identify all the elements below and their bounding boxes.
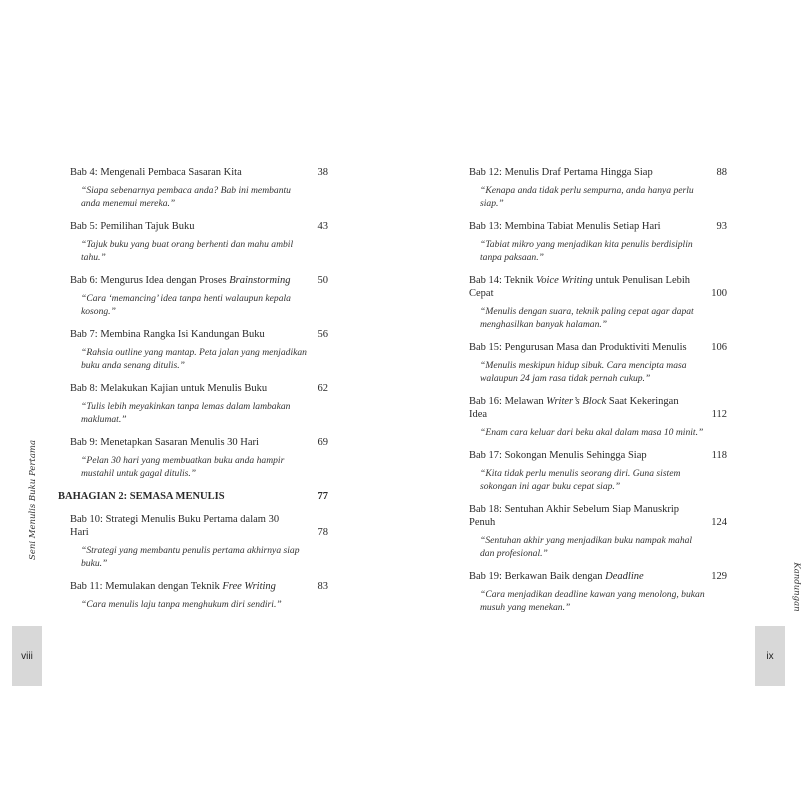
toc-entry xyxy=(469,395,727,439)
entry-title-text-post: untuk Penulisan Lebih Cepat xyxy=(469,275,691,299)
toc-entry xyxy=(58,580,328,611)
entry-quote: “Tulis lebih meyakinkan tanpa lemas dalam lambakan maklumat.” xyxy=(81,401,291,425)
entry-title: Bab 7: Membina Rangka Isi Kandungan Buku xyxy=(70,329,265,340)
toc-entry xyxy=(58,220,328,264)
toc-entry xyxy=(469,220,727,264)
entry-page-number: 100 xyxy=(711,288,727,299)
toc-left-entries xyxy=(58,166,328,480)
entry-page-number: 124 xyxy=(711,517,727,528)
entry-page-number: 78 xyxy=(317,527,328,538)
toc-entry xyxy=(469,449,727,493)
toc-entry xyxy=(469,341,727,385)
entry-title: Bab 8: Melakukan Kajian untuk Menulis Buku xyxy=(70,383,268,394)
toc-left xyxy=(58,166,328,621)
entry-title: Bab 13: Membina Tabiat Menulis Setiap Hari xyxy=(469,221,661,232)
toc-entry xyxy=(469,503,727,560)
entry-title xyxy=(70,580,304,593)
entry-page-number: 129 xyxy=(711,571,727,582)
entry-quote: “Pelan 30 hari yang membuatkan buku anda hampir mustahil untuk gagal ditulis.” xyxy=(81,455,285,479)
entry-title xyxy=(469,570,703,583)
running-head-book-title: Seni Menulis Buku Pertama xyxy=(28,439,38,560)
entry-page-number: 43 xyxy=(317,221,328,232)
entry-page-number: 106 xyxy=(711,342,727,353)
entry-quote: “Rahsia outline yang mantap. Peta jalan yang menjadikan buku anda senang ditulis.” xyxy=(81,347,307,371)
entry-title-italic: Writer’s Block xyxy=(546,396,607,407)
entry-title: Bab 17: Sokongan Menulis Sehingga Siap xyxy=(469,450,647,461)
entry-title: Bab 9: Menetapkan Sasaran Menulis 30 Hari xyxy=(70,437,259,448)
entry-title xyxy=(469,395,703,421)
entry-page-number: 38 xyxy=(317,167,328,178)
section-page-number: 77 xyxy=(317,491,328,502)
page-number-tab: viii xyxy=(12,626,42,686)
entry-quote: “Menulis dengan suara, teknik paling cepat agar dapat menghasilkan banyak halaman.” xyxy=(480,306,694,330)
entry-quote: “Kita tidak perlu menulis seorang diri. Guna sistem sokongan ini agar buku cepat siap.” xyxy=(480,468,681,492)
entry-page-number: 56 xyxy=(317,329,328,340)
toc-entry xyxy=(58,166,328,210)
entry-quote: “Tajuk buku yang buat orang berhenti dan mahu ambil tahu.” xyxy=(81,239,294,263)
entry-title-italic: Voice Writing xyxy=(536,275,593,286)
left-page xyxy=(0,0,400,800)
entry-title: Bab 15: Pengurusan Masa dan Produktiviti Menulis xyxy=(469,342,687,353)
entry-quote: “Enam cara keluar dari beku akal dalam masa 10 minit.” xyxy=(480,427,704,438)
entry-page-number: 112 xyxy=(711,409,727,420)
entry-title-text: Bab 16: Melawan xyxy=(469,396,547,407)
toc-entry xyxy=(58,382,328,426)
entry-quote: “Cara menulis laju tanpa menghukum diri sendiri.” xyxy=(81,599,282,610)
entry-quote: “Strategi yang membantu penulis pertama akhirnya siap buku.” xyxy=(81,545,300,569)
toc-entry xyxy=(469,274,727,331)
toc-entry xyxy=(58,436,328,480)
entry-page-number: 62 xyxy=(317,383,328,394)
toc-entry xyxy=(58,328,328,372)
entry-title-text: Bab 6: Mengurus Idea dengan Proses xyxy=(70,275,230,286)
entry-title-text: Bab 19: Berkawan Baik dengan xyxy=(469,571,606,582)
entry-title-text: Bab 11: Memulakan dengan Teknik xyxy=(70,581,223,592)
entry-title: Bab 18: Sentuhan Akhir Sebelum Siap Manuskrip Penuh xyxy=(469,504,679,528)
entry-quote: “Tabiat mikro yang menjadikan kita penulis berdisiplin tanpa paksaan.” xyxy=(480,239,693,263)
entry-quote: “Cara ‘memancing’ idea tanpa henti walaupun kepala kosong.” xyxy=(81,293,291,317)
entry-title-italic: Deadline xyxy=(605,571,644,582)
entry-quote: “Cara menjadikan deadline kawan yang menolong, bukan musuh yang menekan.” xyxy=(480,589,705,613)
toc-entry xyxy=(58,274,328,318)
entry-title-italic: Free Writing xyxy=(222,581,276,592)
entry-title: Bab 10: Strategi Menulis Buku Pertama dalam 30 Hari xyxy=(70,514,280,538)
section-title: BAHAGIAN 2: SEMASA MENULIS xyxy=(58,491,225,502)
toc-right xyxy=(469,166,727,624)
entry-title: Bab 12: Menulis Draf Pertama Hingga Siap xyxy=(469,167,653,178)
entry-page-number: 69 xyxy=(317,437,328,448)
entry-page-number: 50 xyxy=(317,275,328,286)
toc-left-entries-2 xyxy=(58,513,328,611)
entry-quote: “Kenapa anda tidak perlu sempurna, anda hanya perlu siap.” xyxy=(480,185,694,209)
entry-page-number: 88 xyxy=(716,167,727,178)
entry-title: Bab 4: Mengenali Pembaca Sasaran Kita xyxy=(70,167,242,178)
entry-quote: “Siapa sebenarnya pembaca anda? Bab ini membantu anda menemui mereka.” xyxy=(81,185,291,209)
entry-title: Bab 5: Pemilihan Tajuk Buku xyxy=(70,221,195,232)
entry-page-number: 118 xyxy=(711,450,727,461)
entry-page-number: 93 xyxy=(716,221,727,232)
running-head-section: Kandungan xyxy=(791,562,802,612)
toc-entry xyxy=(58,513,328,570)
section-heading xyxy=(58,490,328,503)
toc-entry xyxy=(469,166,727,210)
entry-title xyxy=(70,274,304,287)
toc-entry xyxy=(469,570,727,614)
entry-quote: “Sentuhan akhir yang menjadikan buku nampak mahal dan profesional.” xyxy=(480,535,693,559)
entry-title xyxy=(469,274,703,300)
entry-title-text: Bab 14: Teknik xyxy=(469,275,537,286)
entry-title-italic: Brainstorming xyxy=(229,275,291,286)
entry-quote: “Menulis meskipun hidup sibuk. Cara mencipta masa walaupun 24 jam rasa tidak pernah cukup.” xyxy=(480,360,687,384)
entry-title-text-post: Saat Kekeringan Idea xyxy=(469,396,679,420)
entry-page-number: 83 xyxy=(317,581,328,592)
page-number-tab: ix xyxy=(755,626,785,686)
